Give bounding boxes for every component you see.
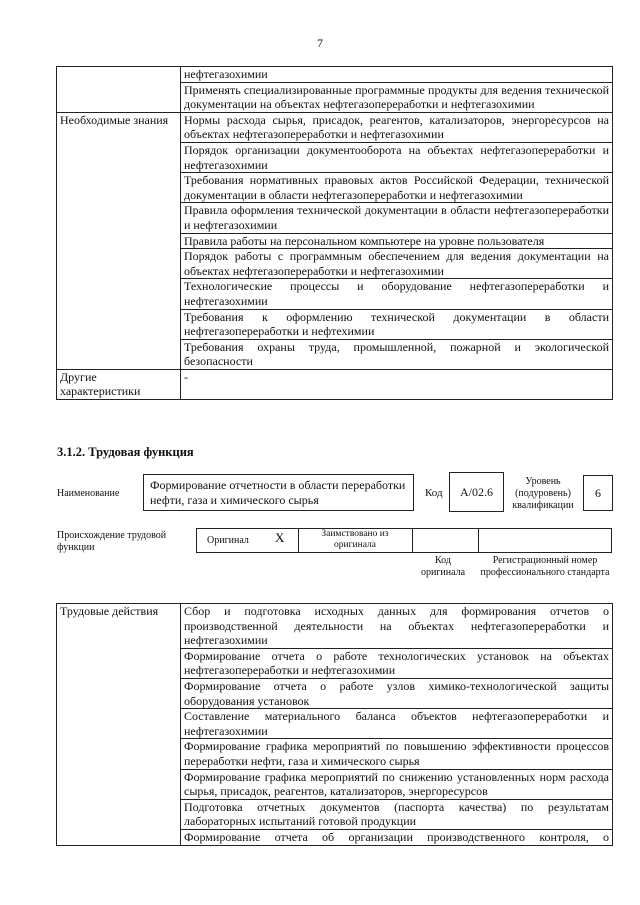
level-box [583, 475, 613, 511]
table-row [57, 67, 613, 83]
borrowed-cell [299, 529, 413, 552]
code-original-cell [413, 529, 479, 552]
table-cell: Требования охраны труда, промышленной, пожарной и экологической безопасности [181, 339, 613, 369]
table-cell: Требования нормативных правовых актов Российской Федерации, технической документации в области нефтегазопереработки и нефтегазохимии [181, 173, 613, 203]
row-label [57, 67, 181, 113]
skills-knowledge-table [56, 66, 613, 400]
table-cell: - [181, 369, 613, 399]
level-value: 6 [595, 485, 601, 500]
table-cell: Сбор и подготовка исходных данных для формирования отчетов о производственной деятельности на объектах нефтегазопереработки и нефтегазохимии [181, 604, 613, 649]
table-cell: Требования к оформлению технической документации в области нефтегазопереработки и нефтехимии [181, 309, 613, 339]
code-label: Код [425, 487, 443, 499]
table-cell: Формирование отчета об организации производственного контроля, о [181, 829, 613, 845]
table-cell: Формирование отчета о работе узлов химико-технологической защиты оборудования установок [181, 678, 613, 708]
row-label-labor-actions: Трудовые действия [57, 604, 181, 846]
table-cell: Технологические процессы и оборудование нефтегазопереработки и нефтегазохимии [181, 279, 613, 309]
level-label: Уровень (подуровень) квалификации [512, 476, 574, 511]
table-cell: Составление материального баланса объектов нефтегазопереработки и нефтегазохимии [181, 709, 613, 739]
table-cell: Формирование отчета о работе технологических установок на объектах нефтегазопереработки и нефтегазохимии [181, 648, 613, 678]
table-cell: Нормы расхода сырья, присадок, реагентов, катализаторов, энергоресурсов на объектах нефтегазопереработки и нефтегазохимии [181, 112, 613, 142]
table-row [57, 604, 613, 649]
page-number: 7 [317, 36, 323, 50]
origin-table [196, 528, 612, 553]
table-cell: Формирование графика мероприятий по повышению эффективности процессов переработки нефти, газа и химического сырья [181, 739, 613, 769]
code-original-caption: Код оригинала [420, 555, 466, 578]
table-cell: Правила оформления технической документации в области нефтегазопереработки и нефтегазохимии [181, 203, 613, 233]
original-mark: X [275, 530, 285, 545]
table-cell: Порядок работы с программным обеспечением для ведения документации на объектах нефтегазопереработки и нефтегазохимии [181, 249, 613, 279]
original-label: Оригинал [207, 535, 249, 546]
table-row [57, 112, 613, 142]
table-cell: Формирование графика мероприятий по снижению установленных норм расхода сырья, присадок, реагентов, катализаторов, энергоресурсов [181, 769, 613, 799]
code-value: А/02.6 [460, 484, 493, 499]
original-cell [197, 529, 299, 552]
table-row [57, 369, 613, 399]
code-box [449, 472, 504, 512]
table-cell: Порядок организации документооборота на объектах нефтегазопереработки и нефтегазохимии [181, 142, 613, 172]
function-name-box [143, 474, 414, 511]
row-label-other-characteristics: Другие характеристики [57, 369, 181, 399]
reg-number-caption: Регистрационный номер профессионального стандарта [480, 555, 610, 578]
function-name-value: Формирование отчетности в области переработки нефти, газа и химического сырья [150, 478, 406, 507]
table-cell: Подготовка отчетных документов (паспорта качества) по результатам лабораторных испытаний готовой продукции [181, 799, 613, 829]
reg-number-cell [479, 529, 611, 552]
row-label-required-knowledge: Необходимые знания [57, 112, 181, 369]
origin-label: Происхождение трудовой функции [57, 530, 167, 553]
labor-actions-table [56, 603, 613, 846]
borrowed-label: Заимствовано из оригинала [321, 529, 389, 550]
table-cell: нефтегазохимии [181, 67, 613, 83]
name-label: Наименование [57, 488, 120, 499]
table-cell: Применять специализированные программные продукты для ведения технической документации на объектах нефтегазопереработки и нефтегазохимии [181, 82, 613, 112]
table-cell: Правила работы на персональном компьютере на уровне пользователя [181, 233, 613, 249]
section-heading: 3.1.2. Трудовая функция [57, 445, 194, 459]
